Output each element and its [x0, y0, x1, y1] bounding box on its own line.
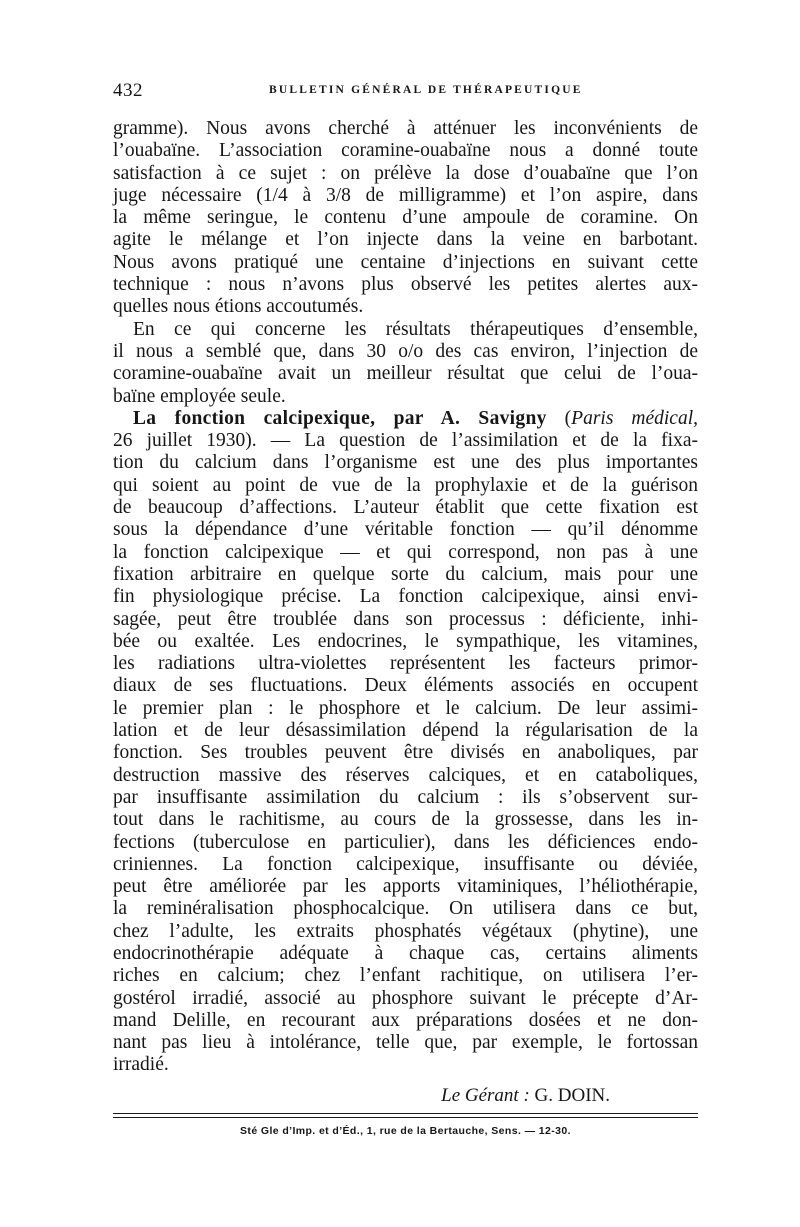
text-line: agite le mélange et l’on injecte dans la veine en barbotant. — [113, 229, 698, 251]
text-line: par insuffisante assimilation du calcium : ils s’observent sur- — [113, 786, 698, 808]
text-line: quelles nous étions accoutumés. — [113, 296, 364, 318]
text-line: tion du calcium dans l’organisme est une des plus importantes — [113, 452, 698, 474]
running-header — [113, 80, 698, 104]
paragraph-results — [113, 319, 698, 408]
text-line: qui soient au point de vue de la prophylaxie et de la guérison — [113, 474, 698, 496]
reference-paren: ( — [546, 407, 572, 429]
text-line: de beaucoup d’affections. L’auteur établit que cette fixation est — [113, 497, 698, 519]
page-number: 432 — [113, 80, 143, 101]
text-line: la même seringue, le contenu d’une ampoule de coramine. On — [113, 207, 698, 229]
article-reference: Paris médical, — [571, 407, 699, 429]
text-line: technique : nous n’avons plus observé les petites alertes aux- — [113, 274, 698, 296]
text-line: fixation arbitraire en quelque sorte du calcium, mais pour une — [113, 563, 698, 585]
footer-rule-thin — [113, 1117, 698, 1118]
text-line: fin physiologique précise. La fonction calcipexique, ainsi envi- — [113, 586, 698, 608]
text-line: riches en calcium; chez l’enfant rachitique, on utilisera l’er- — [113, 965, 698, 987]
text-line: gostérol irradié, associé au phosphore suivant le précepte d’Ar- — [113, 987, 698, 1009]
text-line: mand Delille, en recourant aux préparations dosées et ne don- — [113, 1009, 698, 1031]
text-line: criniennes. La fonction calcipexique, insuffisante ou déviée, — [113, 853, 698, 875]
text-line: 26 juillet 1930). — La question de l’assimilation et de la fixa- — [113, 430, 698, 452]
text-line: l’ouabaïne. L’association coramine-ouabaïne nous a donné toute — [113, 140, 698, 162]
text-line: chez l’adulte, les extraits phosphatés végétaux (phytine), une — [113, 920, 698, 942]
text-line: il nous a semblé que, dans 30 o/o des cas environ, l’injection de — [113, 340, 698, 362]
article-body — [113, 452, 698, 1076]
article-calcipexique — [113, 408, 698, 1077]
text-line: nant pas lieu à intolérance, telle que, par exemple, le fortossan — [113, 1032, 698, 1054]
paragraph-ouabaine — [113, 118, 698, 319]
text-line: sous la dépendance d’une véritable fonction — qu’il dénomme — [113, 519, 698, 541]
text-line: bée ou exaltée. Les endocrines, le sympathique, les vitamines, — [113, 630, 698, 652]
gerant-signature — [113, 1085, 698, 1107]
text-line: la fonction calcipexique — et qui correspond, non pas à une — [113, 541, 698, 563]
article-heading: La fonction calcipexique, par A. Savigny — [133, 407, 547, 429]
text-line: coramine-ouabaïne avait un meilleur résultat que celui de l’oua- — [113, 363, 698, 385]
gerant-name: G. DOIN. — [529, 1085, 610, 1106]
text-line: tout dans le rachitisme, au cours de la grossesse, dans les in- — [113, 809, 698, 831]
text-line: diaux de ses fluctuations. Deux éléments associés en occupent — [113, 675, 698, 697]
printer-imprint: Sté Gle d’Imp. et d’Éd., 1, rue de la Bertauche, Sens. — 12-30. — [240, 1125, 571, 1137]
text-line: En ce qui concerne les résultats thérapeutiques d’ensemble, — [133, 318, 698, 340]
text-line: fections (tuberculose en particulier), dans les déficiences endo- — [113, 831, 698, 853]
text-line: sagée, peut être troublée dans son processus : déficiente, inhi- — [113, 608, 698, 630]
body-text — [113, 118, 698, 1077]
text-line: irradié. — [113, 1054, 169, 1076]
text-line: la reminéralisation phosphocalcique. On utilisera dans ce but, — [113, 898, 698, 920]
footer-rule — [113, 1113, 698, 1114]
running-title: BULLETIN GÉNÉRAL DE THÉRAPEUTIQUE — [269, 84, 583, 96]
text-line: lation et de leur désassimilation dépend la régularisation de la — [113, 720, 698, 742]
text-line: le premier plan : le phosphore et le calcium. De leur assimi- — [113, 697, 698, 719]
text-line: baïne employée seule. — [113, 385, 286, 407]
article-heading-line — [113, 408, 698, 430]
text-line: peut être améliorée par les apports vitaminiques, l’héliothérapie, — [113, 876, 698, 898]
text-line: satisfaction à ce sujet : on prélève la dose d’ouabaïne que l’on — [113, 162, 698, 184]
text-line: Nous avons pratiqué une centaine d’injections en suivant cette — [113, 251, 698, 273]
text-line: gramme). Nous avons cherché à atténuer les inconvénients de — [113, 118, 698, 139]
text-line: endocrinothérapie adéquate à chaque cas, certains aliments — [113, 942, 698, 964]
text-line: fonction. Ses troubles peuvent être divisés en anaboliques, par — [113, 742, 698, 764]
text-line: juge nécessaire (1/4 à 3/8 de milligramme) et l’on aspire, dans — [113, 184, 698, 206]
text-line: les radiations ultra-violettes représentent les facteurs primor- — [113, 653, 698, 675]
gerant-label: Le Gérant : — [441, 1085, 530, 1106]
text-line: destruction massive des réserves calciques, et en cataboliques, — [113, 764, 698, 786]
